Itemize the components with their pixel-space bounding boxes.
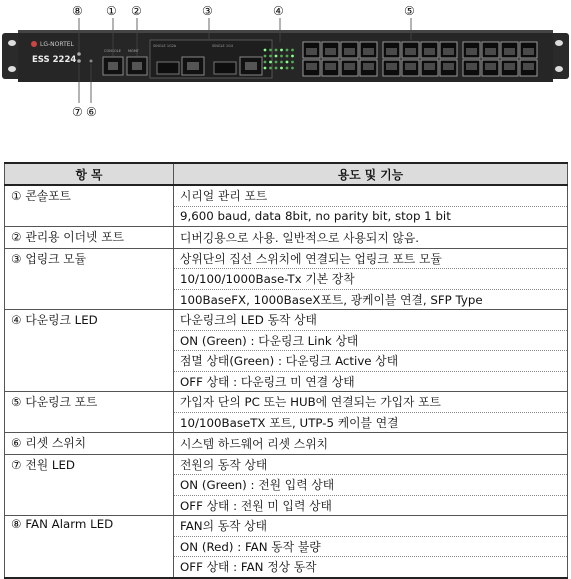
port-contact (386, 63, 397, 70)
function-cell: 점멸 상태(Green) : 다운링크 Active 상태 (174, 351, 568, 372)
item-cell: ⑤ 다운링크 포트 (5, 392, 174, 433)
table-row (5, 433, 568, 455)
item-cell: ③ 업링크 모듈 (5, 248, 174, 310)
header-function: 용도 및 기능 (174, 163, 568, 185)
model-label: ESS 2224 (32, 55, 77, 65)
function-cell: 시리얼 관리 포트 (174, 185, 568, 206)
function-cell: 10/100/1000Base-Tx 기본 장착 (174, 269, 568, 290)
callout-4: ④ (273, 4, 284, 18)
uplink-label-1: SINGLE 1G2b (153, 44, 177, 48)
port-contact (466, 63, 477, 70)
table-row (5, 185, 568, 206)
callout-5: ⑤ (404, 4, 415, 18)
downlink-led (275, 61, 278, 64)
downlink-led (269, 67, 272, 70)
power-led (77, 59, 81, 63)
table-row (5, 227, 568, 249)
downlink-led (280, 67, 283, 70)
port-contact (405, 48, 416, 55)
mgmt-port-label: MGMT (128, 49, 139, 53)
table-header-row (5, 163, 568, 185)
downlink-led (264, 61, 267, 64)
function-cell: ON (Red) : FAN 동작 불량 (174, 536, 568, 557)
port-contact (523, 63, 534, 70)
function-cell: OFF 상태 : FAN 정상 동작 (174, 557, 568, 578)
port-contact (424, 48, 435, 55)
function-cell: 9,600 baud, data 8bit, no parity bit, stop 1 bit (174, 206, 568, 227)
callout-3: ③ (202, 4, 213, 18)
item-cell: ④ 다운링크 LED (5, 310, 174, 392)
port-contact (405, 63, 416, 70)
table-row (5, 516, 568, 537)
function-cell: ON (Green) : 다운링크 Link 상태 (174, 330, 568, 351)
downlink-led (275, 55, 278, 58)
function-cell: 시스템 하드웨어 리셋 스위치 (174, 433, 568, 455)
port-contact (443, 63, 454, 70)
device-front-panel (0, 0, 571, 150)
downlink-led (264, 55, 267, 58)
port-contact (344, 63, 355, 70)
callout-2: ② (131, 4, 142, 18)
downlink-led (286, 55, 289, 58)
port-contact (344, 48, 355, 55)
item-cell: ⑥ 리셋 스위치 (5, 433, 174, 455)
downlink-led (280, 49, 283, 52)
port-function-table (4, 162, 568, 579)
function-cell: 다운링크의 LED 동작 상태 (174, 310, 568, 331)
downlink-led (275, 49, 278, 52)
table-row (5, 310, 568, 331)
item-cell: ② 관리용 이더넷 포트 (5, 227, 174, 249)
downlink-led (291, 67, 294, 70)
callout-6: ⑥ (86, 105, 97, 119)
downlink-led (286, 67, 289, 70)
port-contact (466, 48, 477, 55)
port-contact (363, 63, 374, 70)
console-port-label: CONSOLE (104, 49, 121, 53)
port-contact (386, 48, 397, 55)
function-cell: OFF 상태 : 전원 미 입력 상태 (174, 495, 568, 516)
function-cell: OFF 상태 : 다운링크 미 연결 상태 (174, 371, 568, 392)
downlink-led (291, 55, 294, 58)
function-cell: ON (Green) : 전원 입력 상태 (174, 475, 568, 496)
function-cell: 가입자 단의 PC 또는 HUB에 연결되는 가입자 포트 (174, 392, 568, 413)
table-row (5, 392, 568, 413)
table-body (5, 185, 568, 578)
uplink-label-2: SINGLE 1G4 (212, 44, 234, 48)
downlink-led (269, 49, 272, 52)
item-cell: ⑧ FAN Alarm LED (5, 516, 174, 578)
port-contact (485, 48, 496, 55)
port-contact (485, 63, 496, 70)
reset-switch[interactable] (90, 60, 93, 63)
downlink-led (269, 55, 272, 58)
function-cell: 상위단의 집선 스위치에 연결되는 업링크 포트 모듈 (174, 248, 568, 269)
item-cell: ⑦ 전원 LED (5, 454, 174, 516)
downlink-led (286, 61, 289, 64)
downlink-led (269, 61, 272, 64)
port-contact (523, 48, 534, 55)
port-contact (504, 63, 515, 70)
device-front-panel-figure (0, 0, 571, 150)
downlink-led (291, 49, 294, 52)
port-contact (443, 48, 454, 55)
function-cell: 전원의 동작 상태 (174, 454, 568, 475)
function-cell: FAN의 동작 상태 (174, 516, 568, 537)
port-contact (504, 48, 515, 55)
function-cell: 10/100BaseTX 포트, UTP-5 케이블 연결 (174, 412, 568, 433)
port-contact (306, 63, 317, 70)
brand-logo: LG-NORTEL (40, 41, 74, 48)
downlink-led (291, 61, 294, 64)
downlink-led (264, 49, 267, 52)
table-row (5, 248, 568, 269)
function-cell: 디버깅용으로 사용. 일반적으로 사용되지 않음. (174, 227, 568, 249)
port-contact (306, 48, 317, 55)
header-item: 항 목 (5, 163, 174, 185)
callout-7: ⑦ (72, 105, 83, 119)
downlink-led (275, 67, 278, 70)
item-cell: ① 콘솔포트 (5, 185, 174, 227)
sfp-slot-2 (214, 62, 236, 74)
fan-alarm-led (77, 52, 81, 56)
downlink-led (280, 55, 283, 58)
downlink-led (264, 67, 267, 70)
port-contact (363, 48, 374, 55)
function-cell: 100BaseFX, 1000BaseX포트, 광케이블 연결, SFP Type (174, 289, 568, 310)
downlink-led (286, 49, 289, 52)
port-contact (424, 63, 435, 70)
sfp-slot-1 (157, 62, 179, 74)
callout-8: ⑧ (72, 4, 83, 18)
port-contact (325, 48, 336, 55)
port-contact (325, 63, 336, 70)
downlink-led (280, 61, 283, 64)
callout-1: ① (106, 4, 117, 18)
table-row (5, 454, 568, 475)
